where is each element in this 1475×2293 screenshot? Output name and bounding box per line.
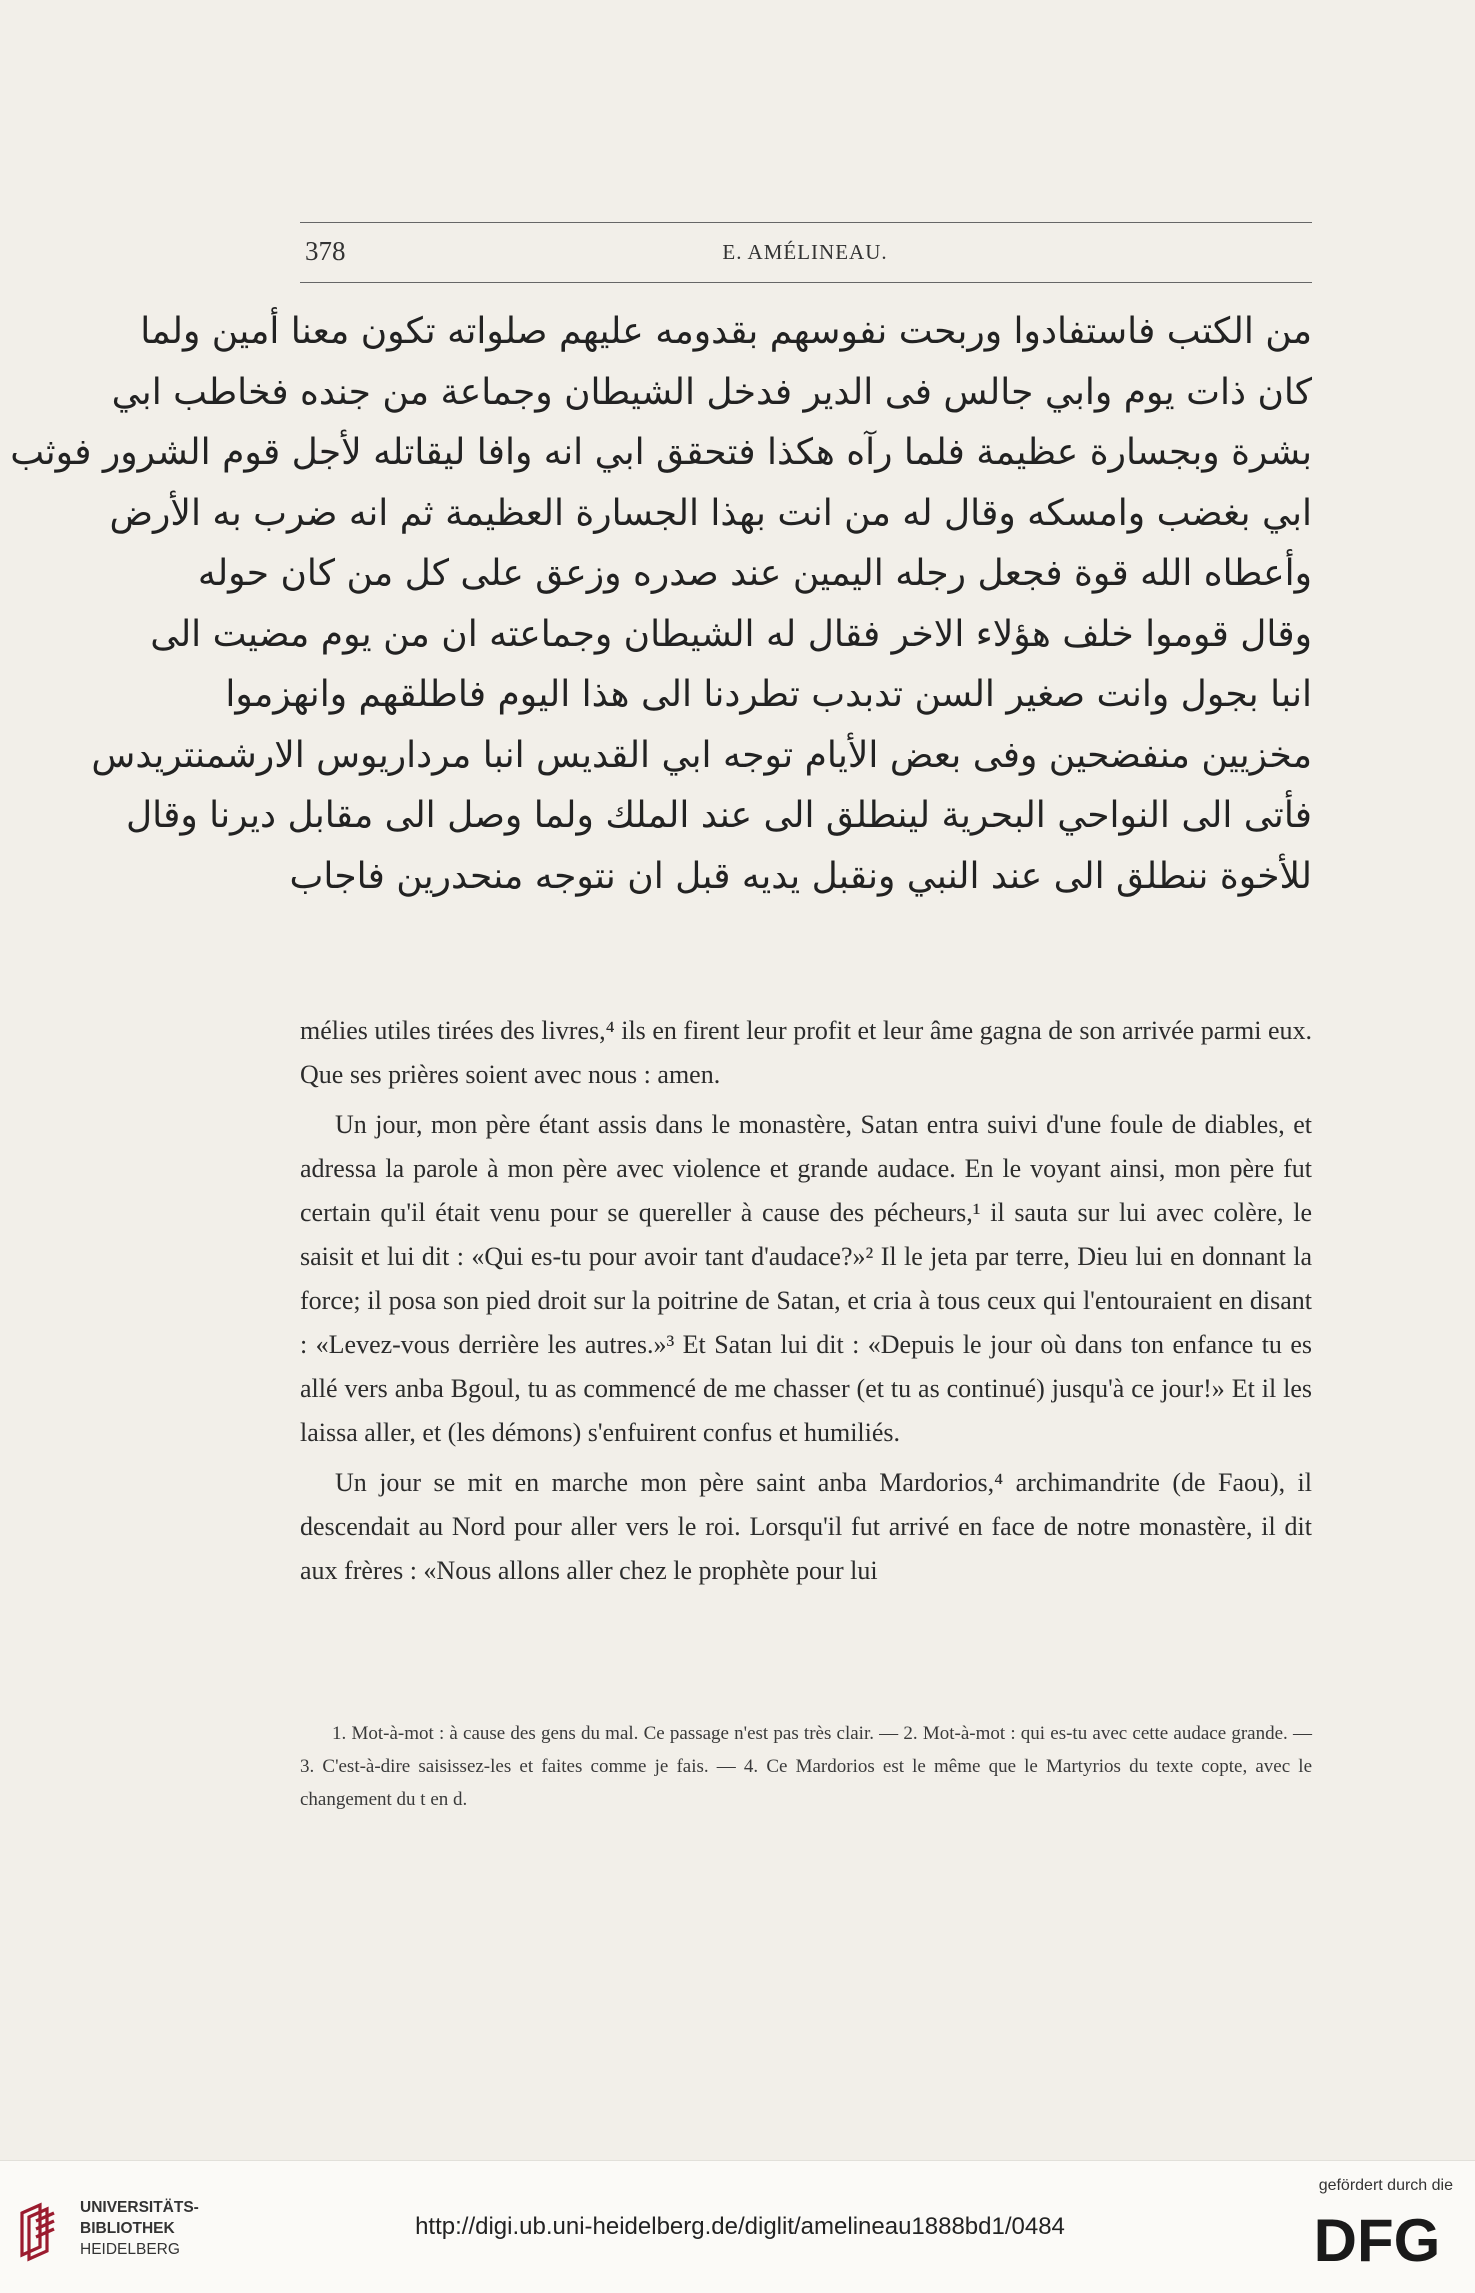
university-library-name [80, 2197, 199, 2260]
library-name-line: BIBLIOTHEK [80, 2220, 175, 2237]
page-number: 378 [305, 236, 346, 266]
arabic-line: وقال قوموا خلف هؤلاء الاخر فقال له الشيطان وجماعته ان من يوم مضيت الى [150, 613, 1312, 655]
arabic-line: ابي بغضب وامسكه وقال له من انت بهذا الجسارة العظيمة ثم انه ضرب به الأرض [109, 492, 1312, 534]
digitization-footer [0, 2160, 1475, 2293]
running-header [305, 236, 1305, 276]
source-url-link[interactable]: http://digi.ub.uni-heidelberg.de/diglit/amelineau1888bd1/0484 [415, 2213, 1065, 2240]
arabic-line: فأتى الى النواحي البحرية لينطلق الى عند الملك ولما وصل الى مقابل ديرنا وقال [125, 795, 1312, 836]
university-library-logo-icon [16, 2203, 66, 2261]
paragraph-continuation: mélies utiles tirées des livres,⁴ ils en firent leur profit et leur âme gagna de son arrivée parmi eux. Que ses prières soient avec nous : amen. [300, 1016, 1312, 1089]
header-rule-bottom [300, 282, 1312, 283]
arabic-line: مخزيين منفضحين وفى بعض الأيام توجه ابي القديس انبا مرداريوس الارشمنتريدس [91, 734, 1312, 776]
arabic-line: من الكتب فاستفادوا وربحت نفوسهم بقدومه عليهم صلواته تكون معنا أمين ولما [140, 311, 1312, 352]
arabic-line: بشرة وبجسارة عظيمة فلما رآه هكذا فتحقق ابي انه وافا ليقاتله لأجل قوم الشرور فوثب [10, 432, 1312, 473]
funded-by-label: gefördert durch die [1318, 2177, 1453, 2194]
dfg-logo-text: DFG [1313, 2207, 1441, 2274]
french-translation [300, 1009, 1312, 1593]
arabic-text-block [10, 302, 1312, 907]
footnotes: 1. Mot-à-mot : à cause des gens du mal. Ce passage n'est pas très clair. — 2. Mot-à-mot : qui es-tu avec cette audace grande. — 3. C'est-à-dire saisissez-les et faites comme je fais. — 4. Ce Mardorios est le même que le Martyrios du texte copte, avec le changement du t en d. [300, 1723, 1312, 1810]
dfg-logo-icon [1297, 2207, 1457, 2274]
library-name-line: UNIVERSITÄTS- [80, 2199, 199, 2216]
header-rule-top [300, 222, 1312, 223]
paragraph-satan-episode: Un jour, mon père étant assis dans le monastère, Satan entra suivi d'une foule de diables, et adressa la parole à mon père avec violence et grande audace. En le voyant ainsi, mon père fut certain qu'il était venu pour se quereller à cause des pécheurs,¹ il sauta sur lui avec colère, le saisit et lui dit : «Qui es-tu pour avoir tant d'audace?»² Il le jeta par terre, Dieu lui en donnant la force; il posa son pied droit sur la poitrine de Satan, et cria à tous ceux qui l'entouraient en disant : «Levez-vous derrière les autres.»³ Et Satan lui dit : «Depuis le jour où dans ton enfance tu es allé vers anba Bgoul, tu as commencé de me chasser (et tu as continué) jusqu'à ce jour!» Et il les laissa aller, et (les démons) s'enfuirent confus et humiliés. [300, 1110, 1312, 1447]
library-name-line: HEIDELBERG [80, 2241, 180, 2258]
running-head-author: E. AMÉLINEAU. [722, 240, 888, 264]
arabic-line: للأخوة ننطلق الى عند النبي ونقبل يديه قبل ان نتوجه منحدرين فاجاب [289, 855, 1312, 897]
arabic-line: كان ذات يوم وابي جالس فى الدير فدخل الشيطان وجماعة من جنده فخاطب ابي [111, 371, 1312, 413]
paragraph-mardorios: Un jour se mit en marche mon père saint anba Mardorios,⁴ archimandrite (de Faou), il descendait au Nord pour aller vers le roi. Lorsqu'il fut arrivé en face de notre monastère, il dit aux frères : «Nous allons aller chez le prophète pour lui [300, 1468, 1312, 1585]
arabic-line: انبا بجول وانت صغير السن تدبدب تطردنا الى هذا اليوم فاطلقهم وانهزموا [225, 674, 1312, 715]
arabic-line: وأعطاه الله قوة فجعل رجله اليمين عند صدره وزعق على كل من كان حوله [197, 553, 1312, 594]
